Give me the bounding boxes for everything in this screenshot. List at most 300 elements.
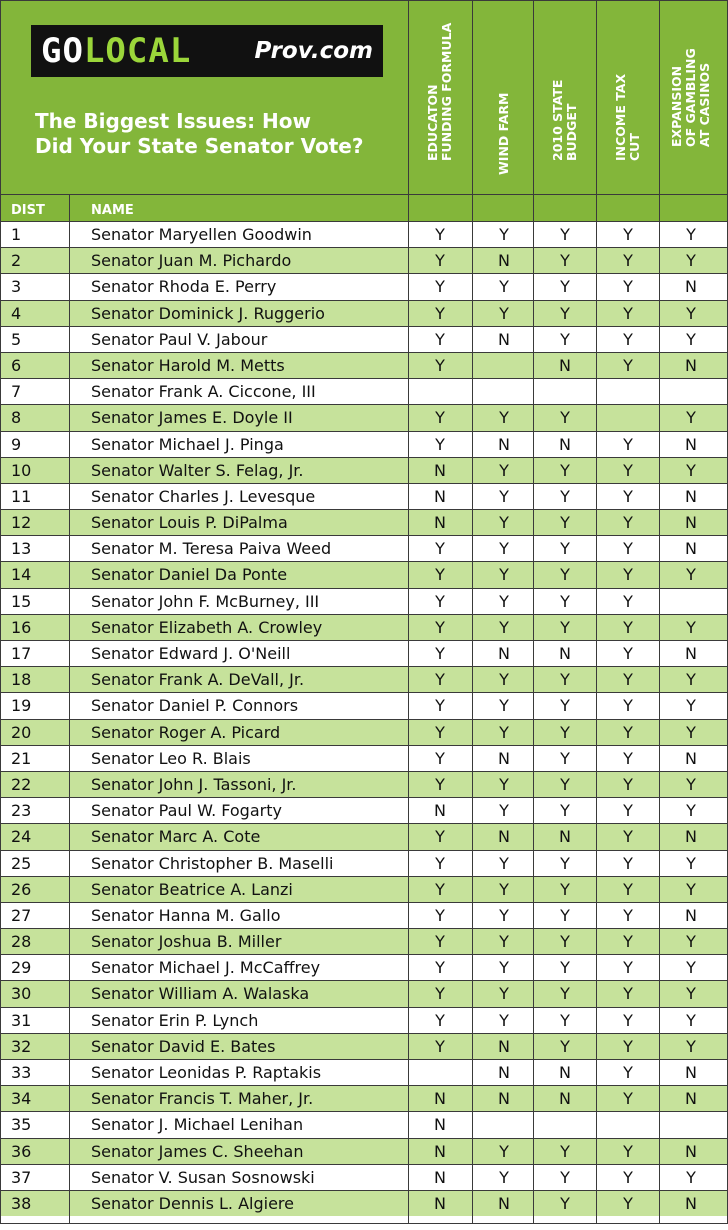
vote-cell: Y bbox=[560, 329, 570, 349]
senator-name: Senator J. Michael Lenihan bbox=[91, 1115, 304, 1135]
vote-cell: Y bbox=[686, 617, 696, 637]
vote-cell: Y bbox=[435, 958, 445, 978]
vote-cell: Y bbox=[435, 565, 445, 585]
vote-cell: Y bbox=[623, 670, 633, 690]
vote-cell: N bbox=[559, 1089, 571, 1109]
vote-cell: Y bbox=[623, 434, 633, 454]
vote-cell: Y bbox=[499, 565, 509, 585]
table-row bbox=[1, 561, 727, 587]
vote-cell: Y bbox=[623, 879, 633, 899]
vote-cell: Y bbox=[560, 303, 570, 323]
senator-name: Senator Walter S. Felag, Jr. bbox=[91, 460, 304, 480]
vote-cell bbox=[409, 1060, 471, 1085]
senator-name: Senator Louis P. DiPalma bbox=[91, 513, 288, 533]
table-row bbox=[1, 300, 727, 326]
vote-cell: N bbox=[685, 827, 697, 847]
vote-cell: Y bbox=[686, 879, 696, 899]
vote-cell: Y bbox=[499, 696, 509, 716]
vote-cell: Y bbox=[435, 225, 445, 244]
district-number: 38 bbox=[11, 1193, 32, 1213]
senator-name: Senator Elizabeth A. Crowley bbox=[91, 617, 323, 637]
table-row bbox=[1, 771, 727, 797]
vote-cell: N bbox=[685, 1193, 697, 1213]
table-row bbox=[1, 1164, 727, 1190]
vote-cell: N bbox=[434, 1193, 446, 1213]
vote-cell: Y bbox=[686, 460, 696, 480]
district-number: 11 bbox=[11, 486, 32, 506]
senator-name: Senator Roger A. Picard bbox=[91, 722, 281, 742]
logo-local-text: LOCAL bbox=[83, 31, 192, 71]
vote-cell: Y bbox=[623, 617, 633, 637]
district-number: 20 bbox=[11, 722, 32, 742]
vote-cell bbox=[473, 1112, 535, 1137]
vote-cell: N bbox=[434, 1141, 446, 1161]
vote-cell: Y bbox=[499, 617, 509, 637]
vote-cell: N bbox=[434, 486, 446, 506]
vote-cell: Y bbox=[560, 722, 570, 742]
vote-cell: Y bbox=[623, 1141, 633, 1161]
vote-cell: Y bbox=[623, 460, 633, 480]
vote-cell: Y bbox=[560, 617, 570, 637]
table-row bbox=[1, 1111, 727, 1137]
vote-cell: Y bbox=[686, 225, 696, 244]
vote-cell bbox=[660, 589, 722, 614]
table-row bbox=[1, 902, 727, 928]
vote-cell: Y bbox=[560, 879, 570, 899]
vote-cell: Y bbox=[623, 644, 633, 663]
issue-header-3 bbox=[534, 9, 596, 189]
vote-cell: Y bbox=[686, 408, 696, 428]
senator-name: Senator James E. Doyle II bbox=[91, 408, 293, 428]
vote-cell bbox=[473, 353, 535, 378]
senator-name: Senator Christopher B. Maselli bbox=[91, 853, 334, 873]
issue-header-5 bbox=[660, 9, 722, 189]
vote-cell: Y bbox=[560, 853, 570, 873]
vote-cell: Y bbox=[623, 853, 633, 873]
vote-cell: Y bbox=[499, 277, 509, 297]
vote-cell: Y bbox=[435, 617, 445, 637]
vote-cell: Y bbox=[560, 225, 570, 244]
vote-cell: Y bbox=[499, 853, 509, 873]
vote-cell: N bbox=[434, 513, 446, 533]
table-row bbox=[1, 483, 727, 509]
vote-cell: N bbox=[498, 827, 510, 847]
vote-cell bbox=[409, 379, 471, 404]
vote-cell: Y bbox=[623, 565, 633, 585]
senator-name: Senator John F. McBurney, III bbox=[91, 591, 320, 611]
senator-name: Senator Marc A. Cote bbox=[91, 827, 261, 847]
vote-cell: Y bbox=[435, 251, 445, 271]
vote-cell: N bbox=[498, 1036, 510, 1056]
issue-header-label: 2010 STATE BUDGET bbox=[550, 79, 579, 161]
table-row bbox=[1, 535, 727, 561]
senator-name: Senator Edward J. O'Neill bbox=[91, 644, 291, 663]
district-number: 33 bbox=[11, 1063, 32, 1082]
vote-cell: Y bbox=[499, 1141, 509, 1161]
vote-cell: Y bbox=[560, 1141, 570, 1161]
senator-name: Senator Paul W. Fogarty bbox=[91, 801, 282, 821]
vote-cell: Y bbox=[435, 670, 445, 690]
district-number: 18 bbox=[11, 670, 32, 690]
vote-cell: Y bbox=[499, 879, 509, 899]
vote-cell: Y bbox=[623, 539, 633, 559]
vote-cell bbox=[660, 1112, 722, 1137]
senator-name: Senator Dennis L. Algiere bbox=[91, 1193, 294, 1213]
vote-cell: N bbox=[685, 1089, 697, 1109]
vote-cell: Y bbox=[623, 1010, 633, 1030]
district-number: 19 bbox=[11, 696, 32, 716]
vote-cell: Y bbox=[435, 905, 445, 925]
district-number: 22 bbox=[11, 774, 32, 794]
vote-cell: Y bbox=[499, 774, 509, 794]
senator-name: Senator Francis T. Maher, Jr. bbox=[91, 1089, 314, 1109]
table-row bbox=[1, 1007, 727, 1033]
district-number: 17 bbox=[11, 644, 32, 663]
vote-cell: Y bbox=[623, 1036, 633, 1056]
vote-cell: Y bbox=[623, 774, 633, 794]
vote-cell: Y bbox=[435, 932, 445, 952]
vote-cell: Y bbox=[623, 801, 633, 821]
vote-cell: N bbox=[498, 1089, 510, 1109]
vote-cell: Y bbox=[686, 1010, 696, 1030]
vote-cell: N bbox=[498, 1063, 510, 1082]
vote-cell: Y bbox=[560, 801, 570, 821]
district-number: 23 bbox=[11, 801, 32, 821]
vote-cell: Y bbox=[686, 251, 696, 271]
senator-name: Senator Maryellen Goodwin bbox=[91, 225, 312, 244]
district-number: 37 bbox=[11, 1167, 32, 1187]
table-row bbox=[1, 509, 727, 535]
table-row bbox=[1, 352, 727, 378]
vote-cell: Y bbox=[623, 905, 633, 925]
table-row bbox=[1, 1138, 727, 1164]
vote-cell: Y bbox=[686, 932, 696, 952]
senator-name: Senator Harold M. Metts bbox=[91, 355, 285, 375]
vote-cell: Y bbox=[623, 696, 633, 716]
title-line-1: The Biggest Issues: How bbox=[35, 109, 312, 133]
district-number: 5 bbox=[11, 329, 22, 349]
district-number: 25 bbox=[11, 853, 32, 873]
vote-cell: N bbox=[685, 748, 697, 768]
column-divider bbox=[69, 194, 70, 1223]
district-number: 4 bbox=[11, 303, 22, 323]
district-number: 29 bbox=[11, 958, 32, 978]
senator-name: Senator Hanna M. Gallo bbox=[91, 905, 281, 925]
senator-name: Senator Juan M. Pichardo bbox=[91, 251, 292, 271]
vote-cell: Y bbox=[499, 539, 509, 559]
vote-cell: N bbox=[685, 355, 697, 375]
issue-header-4 bbox=[597, 9, 659, 189]
vote-cell: Y bbox=[560, 565, 570, 585]
vote-cell: N bbox=[559, 644, 571, 663]
vote-cell bbox=[597, 379, 659, 404]
vote-cell: Y bbox=[435, 329, 445, 349]
title-line-2: Did Your State Senator Vote? bbox=[35, 134, 364, 158]
table-body bbox=[1, 221, 727, 1216]
vote-cell: Y bbox=[435, 408, 445, 428]
vote-cell: Y bbox=[623, 225, 633, 244]
vote-cell: Y bbox=[435, 1036, 445, 1056]
issue-header-1 bbox=[409, 9, 471, 189]
district-number: 2 bbox=[11, 251, 22, 271]
table-row bbox=[1, 1085, 727, 1111]
vote-cell: Y bbox=[623, 303, 633, 323]
vote-cell: Y bbox=[623, 251, 633, 271]
vote-cell: Y bbox=[686, 801, 696, 821]
senator-name: Senator David E. Bates bbox=[91, 1036, 276, 1056]
vote-cell: N bbox=[498, 251, 510, 271]
vote-cell: Y bbox=[686, 565, 696, 585]
column-label-row bbox=[1, 194, 727, 221]
senator-name: Senator Beatrice A. Lanzi bbox=[91, 879, 293, 899]
vote-cell: Y bbox=[623, 277, 633, 297]
district-number: 10 bbox=[11, 460, 32, 480]
issue-header-label: INCOME TAX CUT bbox=[613, 73, 642, 161]
senator-name: Senator Leo R. Blais bbox=[91, 748, 251, 768]
vote-cell: Y bbox=[435, 879, 445, 899]
vote-cell: Y bbox=[686, 1036, 696, 1056]
vote-cell: Y bbox=[623, 748, 633, 768]
vote-cell: Y bbox=[560, 1193, 570, 1213]
table-row bbox=[1, 745, 727, 771]
senator-name: Senator Rhoda E. Perry bbox=[91, 277, 277, 297]
district-number: 9 bbox=[11, 434, 22, 454]
vote-cell: Y bbox=[686, 670, 696, 690]
vote-cell: Y bbox=[435, 1010, 445, 1030]
vote-cell: Y bbox=[560, 932, 570, 952]
vote-cell bbox=[534, 1112, 596, 1137]
senator-name: Senator M. Teresa Paiva Weed bbox=[91, 539, 332, 559]
vote-cell bbox=[473, 379, 535, 404]
vote-cell: Y bbox=[499, 1167, 509, 1187]
senator-name: Senator Joshua B. Miller bbox=[91, 932, 282, 952]
vote-cell: N bbox=[685, 1063, 697, 1082]
vote-cell: Y bbox=[686, 329, 696, 349]
district-number: 1 bbox=[11, 225, 22, 244]
vote-cell: Y bbox=[623, 932, 633, 952]
table-row bbox=[1, 221, 727, 247]
vote-cell: N bbox=[434, 1167, 446, 1187]
vote-cell bbox=[534, 379, 596, 404]
vote-cell: Y bbox=[499, 486, 509, 506]
vote-cell: Y bbox=[623, 827, 633, 847]
column-divider bbox=[659, 1, 660, 1223]
district-number: 35 bbox=[11, 1115, 32, 1135]
vote-cell: Y bbox=[623, 984, 633, 1004]
table-row bbox=[1, 326, 727, 352]
vote-cell: Y bbox=[435, 722, 445, 742]
district-number: 6 bbox=[11, 355, 22, 375]
vote-cell: Y bbox=[560, 748, 570, 768]
table-row bbox=[1, 247, 727, 273]
vote-cell: Y bbox=[560, 1036, 570, 1056]
vote-cell: Y bbox=[435, 853, 445, 873]
vote-cell: N bbox=[559, 355, 571, 375]
vote-cell: Y bbox=[499, 984, 509, 1004]
vote-cell: Y bbox=[560, 277, 570, 297]
vote-cell: Y bbox=[435, 434, 445, 454]
vote-cell: Y bbox=[560, 670, 570, 690]
vote-cell: Y bbox=[686, 696, 696, 716]
dist-column-header: DIST bbox=[11, 203, 45, 218]
senator-name: Senator Leonidas P. Raptakis bbox=[91, 1063, 322, 1082]
vote-cell: Y bbox=[435, 696, 445, 716]
vote-cell bbox=[660, 379, 722, 404]
vote-cell: Y bbox=[686, 984, 696, 1004]
district-number: 34 bbox=[11, 1089, 32, 1109]
vote-cell: N bbox=[498, 329, 510, 349]
vote-cell: Y bbox=[623, 958, 633, 978]
vote-cell: N bbox=[559, 434, 571, 454]
vote-cell: Y bbox=[499, 722, 509, 742]
vote-cell: Y bbox=[560, 1010, 570, 1030]
table-row bbox=[1, 980, 727, 1006]
column-divider bbox=[408, 1, 409, 1223]
table-row bbox=[1, 797, 727, 823]
table-row bbox=[1, 823, 727, 849]
district-number: 8 bbox=[11, 408, 22, 428]
vote-cell: N bbox=[498, 644, 510, 663]
vote-cell: N bbox=[559, 827, 571, 847]
district-number: 14 bbox=[11, 565, 32, 585]
vote-cell: Y bbox=[435, 984, 445, 1004]
district-number: 28 bbox=[11, 932, 32, 952]
vote-cell: Y bbox=[435, 539, 445, 559]
vote-cell: Y bbox=[686, 722, 696, 742]
vote-cell: Y bbox=[560, 774, 570, 794]
vote-cell: Y bbox=[560, 251, 570, 271]
column-divider bbox=[533, 1, 534, 1223]
vote-cell: Y bbox=[560, 696, 570, 716]
senator-name: Senator Michael J. Pinga bbox=[91, 434, 284, 454]
vote-cell: Y bbox=[623, 1063, 633, 1082]
vote-cell: Y bbox=[435, 644, 445, 663]
vote-cell: N bbox=[685, 905, 697, 925]
senator-name: Senator William A. Walaska bbox=[91, 984, 310, 1004]
vote-cell: Y bbox=[560, 486, 570, 506]
table-row bbox=[1, 954, 727, 980]
column-divider bbox=[596, 1, 597, 1223]
senator-name: Senator Daniel P. Connors bbox=[91, 696, 299, 716]
district-number: 36 bbox=[11, 1141, 32, 1161]
vote-cell: Y bbox=[560, 984, 570, 1004]
vote-cell: Y bbox=[499, 1010, 509, 1030]
vote-cell: N bbox=[498, 1193, 510, 1213]
vote-cell: Y bbox=[499, 801, 509, 821]
district-number: 21 bbox=[11, 748, 32, 768]
issue-header-label: EDUCATON FUNDING FORMULA bbox=[425, 22, 454, 161]
senator-name: Senator Frank A. Ciccone, III bbox=[91, 382, 316, 402]
vote-cell: Y bbox=[560, 513, 570, 533]
vote-cell: Y bbox=[499, 932, 509, 952]
table-row bbox=[1, 928, 727, 954]
vote-cell: N bbox=[685, 513, 697, 533]
vote-cell: N bbox=[498, 748, 510, 768]
table-row bbox=[1, 666, 727, 692]
vote-cell: Y bbox=[499, 958, 509, 978]
district-number: 26 bbox=[11, 879, 32, 899]
table-row bbox=[1, 457, 727, 483]
vote-cell: Y bbox=[560, 1167, 570, 1187]
logo-go-text: GO bbox=[41, 31, 84, 71]
vote-cell: Y bbox=[623, 355, 633, 375]
senator-name: Senator James C. Sheehan bbox=[91, 1141, 304, 1161]
vote-cell: Y bbox=[560, 591, 570, 611]
chart-title bbox=[35, 109, 405, 159]
vote-cell: Y bbox=[435, 827, 445, 847]
column-divider bbox=[472, 1, 473, 1223]
table-row bbox=[1, 1059, 727, 1085]
vote-cell: N bbox=[434, 1089, 446, 1109]
senator-name: Senator Paul V. Jabour bbox=[91, 329, 268, 349]
district-number: 16 bbox=[11, 617, 32, 637]
vote-cell: N bbox=[559, 1063, 571, 1082]
vote-cell bbox=[597, 1112, 659, 1137]
logo-prov-text: Prov.com bbox=[254, 38, 373, 64]
vote-cell: N bbox=[685, 539, 697, 559]
table-row bbox=[1, 719, 727, 745]
district-number: 3 bbox=[11, 277, 22, 297]
vote-cell: Y bbox=[560, 905, 570, 925]
vote-cell: Y bbox=[623, 486, 633, 506]
senator-name: Senator V. Susan Sosnowski bbox=[91, 1167, 315, 1187]
vote-cell: Y bbox=[686, 774, 696, 794]
district-number: 24 bbox=[11, 827, 32, 847]
vote-cell: Y bbox=[686, 853, 696, 873]
vote-cell bbox=[597, 405, 659, 430]
senator-name: Senator Daniel Da Ponte bbox=[91, 565, 288, 585]
vote-cell: Y bbox=[499, 905, 509, 925]
vote-cell: N bbox=[685, 434, 697, 454]
table-row bbox=[1, 378, 727, 404]
vote-cell: N bbox=[434, 801, 446, 821]
vote-cell: Y bbox=[499, 513, 509, 533]
senator-name: Senator Erin P. Lynch bbox=[91, 1010, 259, 1030]
district-number: 27 bbox=[11, 905, 32, 925]
golocalprov-logo bbox=[31, 25, 383, 77]
vote-cell: Y bbox=[435, 748, 445, 768]
district-number: 13 bbox=[11, 539, 32, 559]
vote-cell: N bbox=[685, 277, 697, 297]
vote-cell: Y bbox=[499, 460, 509, 480]
vote-cell: Y bbox=[435, 774, 445, 794]
table-row bbox=[1, 431, 727, 457]
table-row bbox=[1, 1033, 727, 1059]
senator-name: Senator Michael J. McCaffrey bbox=[91, 958, 321, 978]
vote-cell: Y bbox=[623, 1167, 633, 1187]
issue-header-label: EXPANSION OF GAMBLING AT CASINOS bbox=[669, 48, 712, 147]
vote-cell: Y bbox=[623, 329, 633, 349]
vote-cell: N bbox=[434, 460, 446, 480]
vote-cell: Y bbox=[435, 355, 445, 375]
issue-header-label: WIND FARM bbox=[496, 92, 511, 175]
vote-cell: Y bbox=[435, 277, 445, 297]
vote-cell: N bbox=[685, 1141, 697, 1161]
vote-cell: Y bbox=[623, 722, 633, 742]
vote-cell: Y bbox=[560, 958, 570, 978]
vote-cell: Y bbox=[499, 303, 509, 323]
district-number: 15 bbox=[11, 591, 32, 611]
vote-cell: Y bbox=[499, 225, 509, 244]
vote-cell: Y bbox=[435, 591, 445, 611]
vote-cell: Y bbox=[623, 1193, 633, 1213]
district-number: 32 bbox=[11, 1036, 32, 1056]
table-row bbox=[1, 640, 727, 666]
district-number: 7 bbox=[11, 382, 22, 402]
table-row bbox=[1, 1190, 727, 1216]
name-column-header: NAME bbox=[91, 203, 134, 218]
vote-cell: Y bbox=[560, 408, 570, 428]
